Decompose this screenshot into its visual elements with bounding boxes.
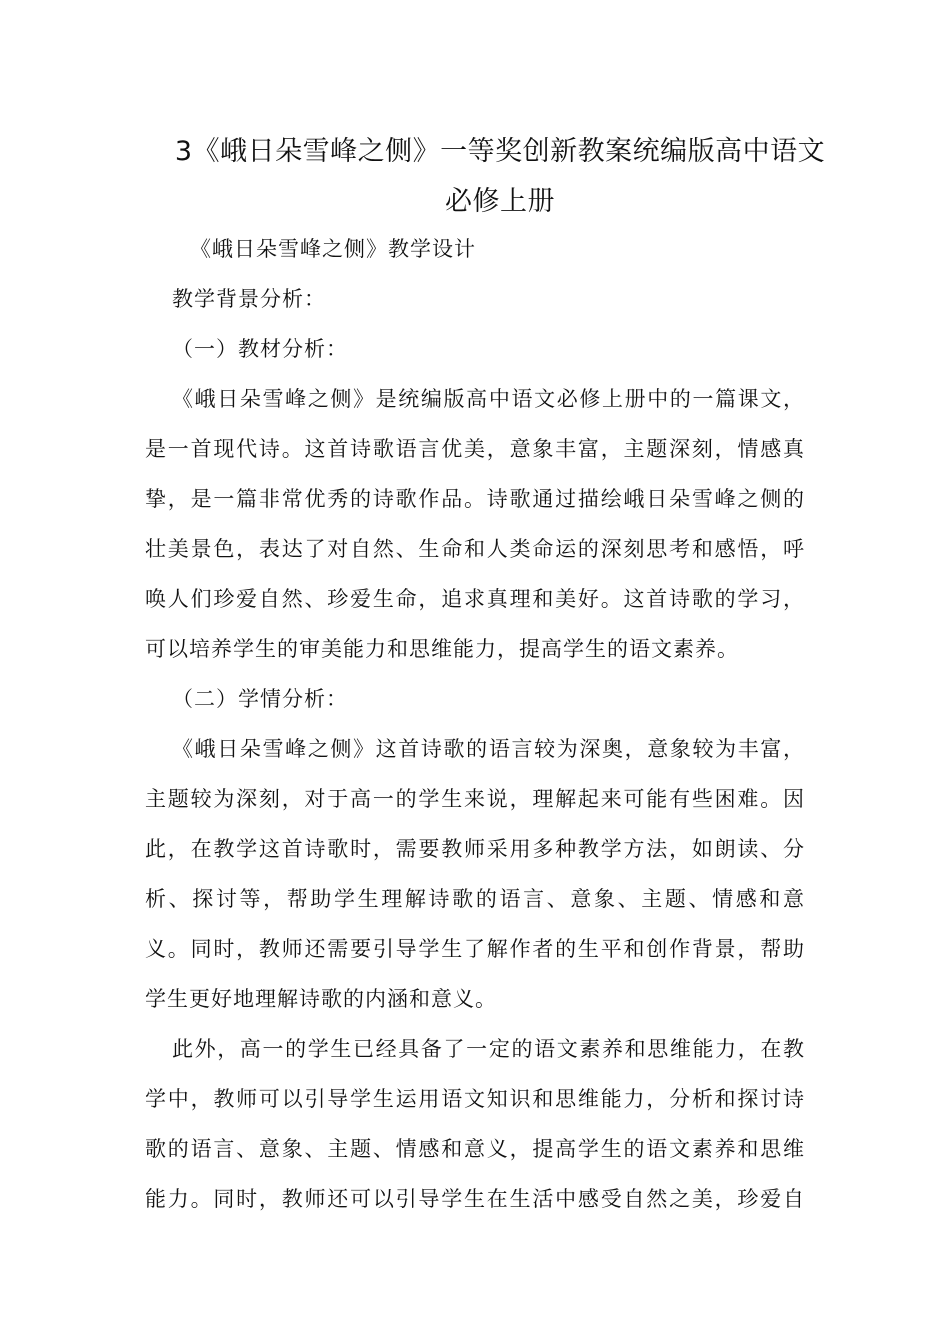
document-title-line-2: 必修上册 [445, 186, 555, 217]
paragraph-line: 能力。同时，教师还可以引导学生在生活中感受自然之美，珍爱自 [145, 1187, 805, 1211]
paragraph-line: 挚，是一篇非常优秀的诗歌作品。诗歌通过描绘峨日朵雪峰之侧的 [145, 487, 805, 511]
subsection-heading-students: （二）学情分析： [172, 687, 348, 711]
paragraph-line: 学生更好地理解诗歌的内涵和意义。 [145, 987, 497, 1011]
paragraph-line: 《峨日朵雪峰之侧》这首诗歌的语言较为深奥，意象较为丰富， [172, 737, 805, 761]
design-subtitle: 《峨日朵雪峰之侧》教学设计 [190, 237, 476, 261]
paragraph-line: 可以培养学生的审美能力和思维能力，提高学生的语文素养。 [145, 637, 739, 661]
paragraph-line: 是一首现代诗。这首诗歌语言优美，意象丰富，主题深刻，情感真 [145, 437, 805, 461]
paragraph-line: 此外，高一的学生已经具备了一定的语文素养和思维能力，在教 [172, 1037, 805, 1061]
paragraph-line: 义。同时，教师还需要引导学生了解作者的生平和创作背景，帮助 [145, 937, 805, 961]
paragraph-line: 《峨日朵雪峰之侧》是统编版高中语文必修上册中的一篇课文， [172, 387, 805, 411]
paragraph-line: 此，在教学这首诗歌时，需要教师采用多种教学方法，如朗读、分 [145, 837, 805, 861]
subsection-heading-textbook: （一）教材分析： [172, 337, 348, 361]
document-title-line-1: 3《峨日朵雪峰之侧》一等奖创新教案统编版高中语文 [174, 136, 826, 167]
paragraph-line: 壮美景色，表达了对自然、生命和人类命运的深刻思考和感悟，呼 [145, 537, 805, 561]
paragraph-line: 唤人们珍爱自然、珍爱生命，追求真理和美好。这首诗歌的学习， [145, 587, 805, 611]
paragraph-line: 歌的语言、意象、主题、情感和意义，提高学生的语文素养和思维 [145, 1137, 805, 1161]
paragraph-line: 主题较为深刻，对于高一的学生来说，理解起来可能有些困难。因 [145, 787, 805, 811]
paragraph-line: 学中，教师可以引导学生运用语文知识和思维能力，分析和探讨诗 [145, 1087, 805, 1111]
paragraph-line: 析、探讨等，帮助学生理解诗歌的语言、意象、主题、情感和意 [145, 887, 805, 911]
section-heading: 教学背景分析： [172, 287, 326, 311]
